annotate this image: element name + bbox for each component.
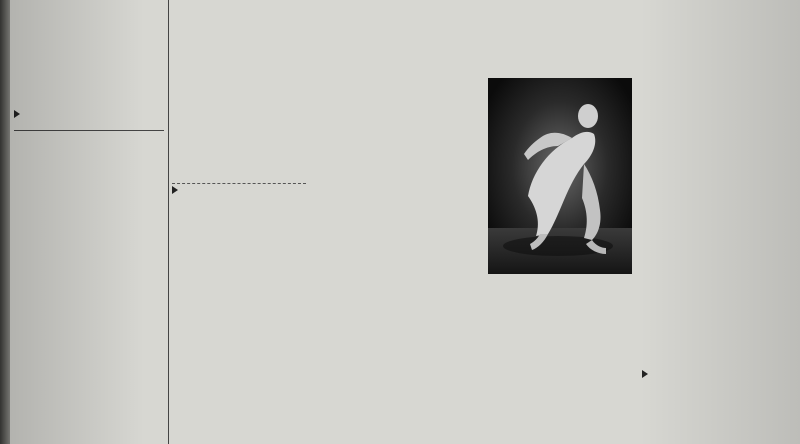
festival-info-box xyxy=(642,369,794,380)
page-fold-edge xyxy=(0,0,10,444)
info-arrow-icon xyxy=(14,110,20,118)
byline-arrow-icon xyxy=(172,186,178,194)
column-divider-line xyxy=(14,130,164,131)
dancer-image xyxy=(488,78,632,274)
tamburi-mundi-info xyxy=(14,108,164,119)
article-byline xyxy=(172,184,306,194)
dance-scene-photo xyxy=(488,78,632,274)
festival-info-arrow-icon xyxy=(642,370,648,378)
vertical-column-rule xyxy=(168,0,169,444)
